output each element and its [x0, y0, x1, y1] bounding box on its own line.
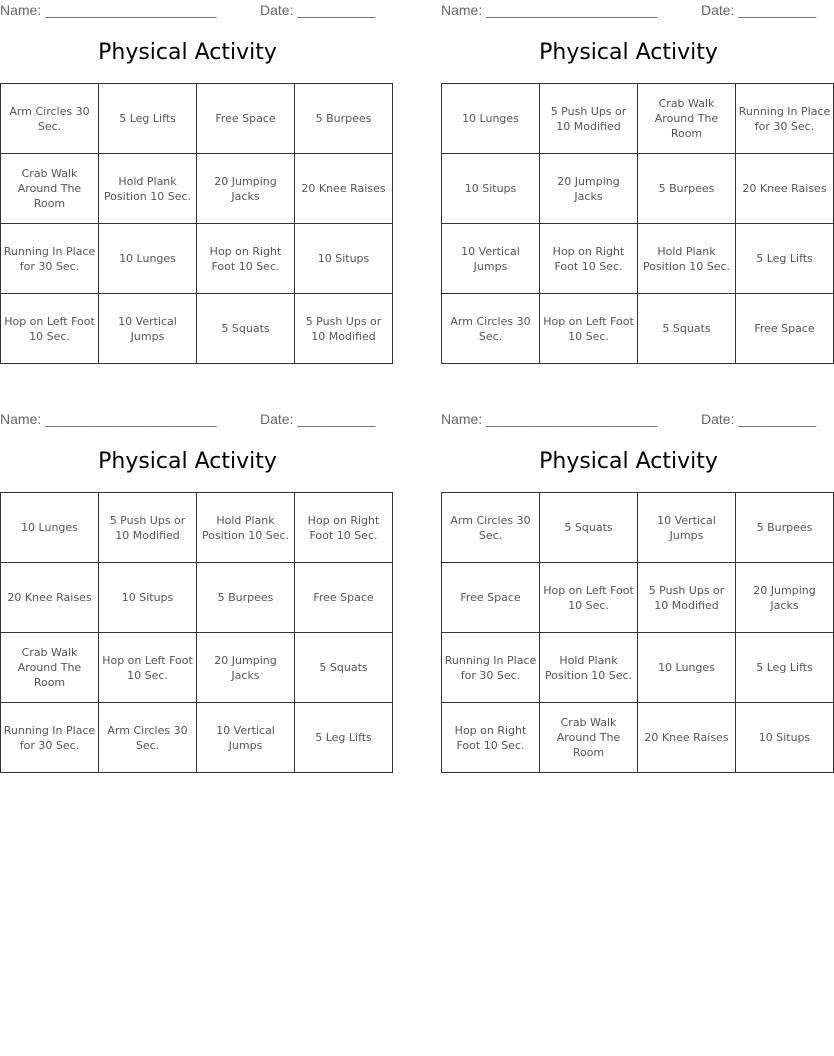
grid-cell: Hop on Right Foot 10 Sec. — [442, 703, 540, 773]
grid-cell: 5 Leg Lifts — [99, 84, 197, 154]
date-label: Date: __________ — [260, 411, 376, 427]
grid-cell: Hop on Left Foot 10 Sec. — [540, 294, 638, 364]
grid-cell: 5 Push Ups or 10 Modified — [540, 84, 638, 154]
grid-cell: Hop on Right Foot 10 Sec. — [197, 224, 295, 294]
grid-cell: 10 Situps — [736, 703, 834, 773]
grid-row — [442, 294, 834, 364]
grid-row — [1, 563, 393, 633]
grid-cell: 10 Lunges — [1, 493, 99, 563]
name-date-row — [0, 2, 375, 20]
grid-cell: 5 Push Ups or 10 Modified — [99, 493, 197, 563]
grid-cell: 10 Lunges — [638, 633, 736, 703]
grid-cell: 20 Jumping Jacks — [540, 154, 638, 224]
bingo-card-3 — [0, 409, 380, 789]
grid-cell: 20 Jumping Jacks — [736, 563, 834, 633]
grid-cell: 5 Burpees — [295, 84, 393, 154]
grid-cell: 10 Lunges — [99, 224, 197, 294]
grid-row — [442, 563, 834, 633]
grid-cell: Hop on Left Foot 10 Sec. — [99, 633, 197, 703]
grid-cell: 20 Knee Raises — [736, 154, 834, 224]
grid-row — [1, 493, 393, 563]
grid-cell: 20 Jumping Jacks — [197, 154, 295, 224]
grid-cell: 20 Knee Raises — [1, 563, 99, 633]
grid-cell: Hop on Right Foot 10 Sec. — [540, 224, 638, 294]
grid-cell: 10 Situps — [99, 563, 197, 633]
bingo-card-2 — [441, 0, 831, 380]
grid-row — [442, 84, 834, 154]
grid-row — [1, 84, 393, 154]
grid-cell: Hop on Left Foot 10 Sec. — [1, 294, 99, 364]
name-label: Name: ______________________ — [0, 411, 217, 427]
name-label: Name: ______________________ — [441, 411, 658, 427]
grid-cell: Hop on Left Foot 10 Sec. — [540, 563, 638, 633]
grid-cell: Hold Plank Position 10 Sec. — [540, 633, 638, 703]
grid-cell: 10 Lunges — [442, 84, 540, 154]
grid-row — [442, 224, 834, 294]
grid-cell: Running In Place for 30 Sec. — [736, 84, 834, 154]
grid-cell: Free Space — [295, 563, 393, 633]
grid-row — [442, 633, 834, 703]
grid-cell: Running In Place for 30 Sec. — [1, 224, 99, 294]
grid-cell: 10 Situps — [295, 224, 393, 294]
grid-cell: 5 Burpees — [638, 154, 736, 224]
grid-cell: 20 Knee Raises — [638, 703, 736, 773]
grid-cell: 5 Squats — [638, 294, 736, 364]
grid-cell: Arm Circles 30 Sec. — [442, 294, 540, 364]
bingo-grid — [441, 492, 834, 773]
bingo-grid — [0, 492, 393, 773]
grid-cell: 5 Squats — [540, 493, 638, 563]
name-label: Name: ______________________ — [0, 2, 217, 18]
grid-row — [1, 224, 393, 294]
grid-cell: 20 Jumping Jacks — [197, 633, 295, 703]
name-date-row — [441, 2, 816, 20]
grid-cell: Hold Plank Position 10 Sec. — [638, 224, 736, 294]
grid-row — [442, 493, 834, 563]
grid-cell: 5 Burpees — [197, 563, 295, 633]
grid-cell: 5 Squats — [295, 633, 393, 703]
grid-cell: Hop on Right Foot 10 Sec. — [295, 493, 393, 563]
grid-row — [1, 633, 393, 703]
grid-cell: Crab Walk Around The Room — [540, 703, 638, 773]
bingo-card-4 — [441, 409, 816, 789]
bingo-grid — [0, 83, 393, 364]
grid-cell: 10 Vertical Jumps — [99, 294, 197, 364]
grid-row — [442, 154, 834, 224]
card-title: Physical Activity — [539, 449, 718, 474]
date-label: Date: __________ — [701, 2, 817, 18]
grid-cell: 10 Situps — [442, 154, 540, 224]
bingo-grid — [441, 83, 834, 364]
grid-cell: 10 Vertical Jumps — [197, 703, 295, 773]
grid-cell: 5 Leg Lifts — [736, 224, 834, 294]
grid-cell: 10 Vertical Jumps — [638, 493, 736, 563]
grid-row — [1, 703, 393, 773]
grid-cell: Arm Circles 30 Sec. — [442, 493, 540, 563]
card-title: Physical Activity — [98, 449, 277, 474]
grid-cell: Crab Walk Around The Room — [638, 84, 736, 154]
grid-cell: 5 Burpees — [736, 493, 834, 563]
name-date-row — [441, 411, 816, 429]
grid-row — [442, 703, 834, 773]
card-title: Physical Activity — [539, 40, 718, 65]
grid-cell: 5 Leg Lifts — [295, 703, 393, 773]
card-title: Physical Activity — [98, 40, 277, 65]
bingo-card-1 — [0, 0, 386, 380]
grid-cell: 5 Push Ups or 10 Modified — [638, 563, 736, 633]
date-label: Date: __________ — [260, 2, 376, 18]
grid-cell: 5 Squats — [197, 294, 295, 364]
grid-row — [1, 294, 393, 364]
grid-cell: Crab Walk Around The Room — [1, 154, 99, 224]
grid-cell: 5 Leg Lifts — [736, 633, 834, 703]
grid-cell: Running In Place for 30 Sec. — [1, 703, 99, 773]
grid-cell: Free Space — [197, 84, 295, 154]
grid-cell: Hold Plank Position 10 Sec. — [99, 154, 197, 224]
grid-cell: 10 Vertical Jumps — [442, 224, 540, 294]
grid-cell: Free Space — [442, 563, 540, 633]
name-date-row — [0, 411, 375, 429]
grid-cell: Free Space — [736, 294, 834, 364]
grid-cell: 20 Knee Raises — [295, 154, 393, 224]
grid-cell: Arm Circles 30 Sec. — [1, 84, 99, 154]
name-label: Name: ______________________ — [441, 2, 658, 18]
grid-cell: Arm Circles 30 Sec. — [99, 703, 197, 773]
grid-cell: Hold Plank Position 10 Sec. — [197, 493, 295, 563]
grid-cell: 5 Push Ups or 10 Modified — [295, 294, 393, 364]
grid-cell: Running In Place for 30 Sec. — [442, 633, 540, 703]
grid-row — [1, 154, 393, 224]
date-label: Date: __________ — [701, 411, 817, 427]
grid-cell: Crab Walk Around The Room — [1, 633, 99, 703]
